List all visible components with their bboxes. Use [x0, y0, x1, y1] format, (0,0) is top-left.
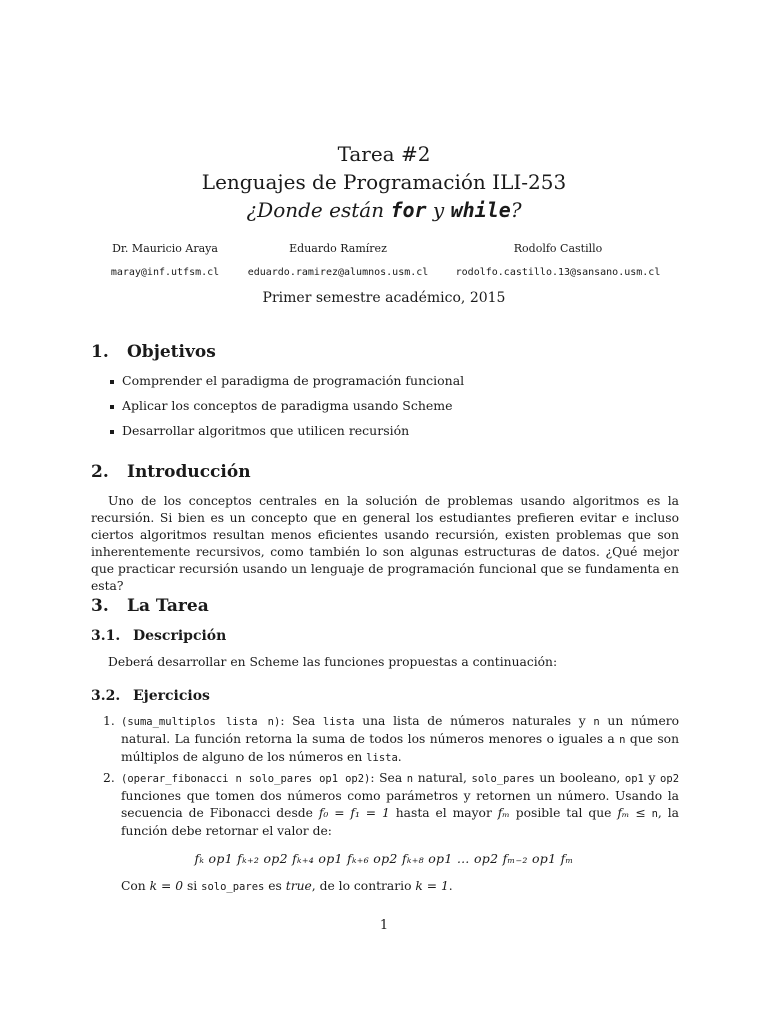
code-token: op1: [624, 773, 644, 785]
text: .: [397, 750, 402, 764]
condition-line: [91, 878, 679, 896]
math: k = 1: [415, 879, 449, 893]
author-email: eduardo.ramirez@alumnos.usm.cl: [247, 267, 429, 278]
text: una lista de números naturales y: [354, 714, 594, 728]
math: fₘ: [497, 806, 510, 820]
math: true: [285, 879, 312, 893]
section-number: 3.1.: [91, 628, 121, 644]
author-email: maray@inf.utfsm.cl: [110, 267, 220, 278]
text: .: [448, 879, 453, 893]
subsection-ejercicios: [91, 688, 210, 704]
section-introduccion: [91, 462, 251, 482]
exercise-body: [121, 713, 679, 767]
page-number: 1: [379, 918, 389, 933]
condition-body: [121, 878, 679, 896]
text: , de lo contrario: [311, 879, 416, 893]
course-name: Lenguajes de Programación ILI-253: [201, 170, 567, 194]
text: Con: [121, 879, 150, 893]
introduction-paragraph: Uno de los conceptos centrales en la solución de problemas usando algoritmos es la recursión. Si bien es un concepto que en general los estudiantes prefieren evitar e incluso ciertos algoritmos resultan menos eficientes usando recursión, existen problemas que son inherentemente recursivos, como también lo son algunas estructuras de datos. ¿Qué mejor que practicar recursión usando un lenguaje de programación funcional que se fundamenta en esta?: [91, 494, 679, 593]
author-3: [448, 242, 668, 280]
section-number: 3.2.: [91, 688, 121, 704]
document-subtitle: [0, 196, 768, 224]
code-token: lista: [322, 716, 355, 728]
document-title: Tarea #2: [337, 142, 431, 166]
text: hasta el mayor: [389, 806, 498, 820]
math: fₘ ≤: [617, 806, 646, 820]
text: si: [183, 879, 202, 893]
text: funciones que tomen dos números como parámetros y retornen un número. Usando la secuencia de Fibonacci desde: [121, 789, 679, 820]
text: es: [264, 879, 286, 893]
code-token: n: [406, 773, 414, 785]
keyword-while: while: [450, 198, 511, 222]
math: k = 0: [149, 879, 184, 893]
section-title: Descripción: [133, 628, 227, 644]
section-number: 1.: [91, 342, 109, 362]
text: un booleano,: [534, 771, 625, 785]
section-title: Objetivos: [127, 342, 216, 362]
code-token: op2: [660, 773, 680, 785]
description-paragraph: Deberá desarrollar en Scheme las funciones propuestas a continuación:: [108, 655, 558, 669]
code-token: lista: [366, 752, 398, 764]
code-token: n: [593, 716, 600, 728]
code-token: solo_pares: [201, 881, 265, 893]
author-name: Rodolfo Castillo: [513, 242, 603, 255]
code-token: n: [619, 734, 626, 746]
section-title: Ejercicios: [133, 688, 210, 704]
author-name: Dr. Mauricio Araya: [112, 242, 218, 255]
author-name: Eduardo Ramírez: [289, 242, 387, 255]
section-number: 3.: [91, 596, 109, 616]
text: posible tal que: [509, 806, 618, 820]
exercise-2: [91, 770, 679, 840]
exercise-number: 2.: [103, 771, 115, 785]
keyword-for: for: [390, 198, 427, 222]
author-2: [238, 242, 438, 280]
text: , la función debe retornar el valor de:: [121, 806, 680, 838]
code-token: solo_pares: [471, 773, 535, 785]
section-objetivos: [91, 342, 216, 362]
exercise-1: [91, 713, 679, 767]
objectives-list: [108, 373, 464, 448]
list-item: Comprender el paradigma de programación funcional: [108, 373, 464, 398]
function-signature: (suma_multiplos lista n): [121, 716, 281, 728]
section-number: 2.: [91, 462, 109, 482]
text: y: [643, 771, 661, 785]
text: : Sea: [280, 714, 323, 728]
code-token: n: [651, 808, 658, 820]
author-email: rodolfo.castillo.13@sansano.usm.cl: [455, 267, 661, 278]
text: : Sea: [370, 771, 407, 785]
list-item: Desarrollar algoritmos que utilicen recursión: [108, 423, 464, 448]
exercise-body: [121, 770, 679, 840]
section-la-tarea: [91, 596, 209, 616]
subtitle-mid: y: [432, 198, 445, 222]
title-block: [0, 140, 768, 224]
semester: Primer semestre académico, 2015: [262, 290, 506, 306]
text: un número natural. La función retorna la suma de todos los números menores o iguales a: [121, 714, 680, 746]
author-1: [95, 242, 235, 280]
subtitle-suffix: ?: [510, 198, 522, 222]
text: natural,: [413, 771, 472, 785]
math: f₀ = f₁ = 1: [318, 806, 390, 820]
function-signature: (operar_fibonacci n solo_pares op1 op2): [121, 773, 371, 785]
section-title: La Tarea: [127, 596, 209, 616]
subsection-descripcion: [91, 628, 226, 644]
list-item: Aplicar los conceptos de paradigma usando Scheme: [108, 398, 464, 423]
fibonacci-formula: fₖ op1 fₖ₊₂ op2 fₖ₊₄ op1 fₖ₊₆ op2 fₖ₊₈ op1 … op2 fₘ₋₂ op1 fₘ: [194, 851, 574, 866]
text: que son múltiplos de alguno de los números en: [121, 732, 679, 764]
section-title: Introducción: [127, 462, 251, 482]
subtitle-prefix: ¿Donde están: [246, 198, 385, 222]
exercise-number: 1.: [103, 714, 115, 728]
